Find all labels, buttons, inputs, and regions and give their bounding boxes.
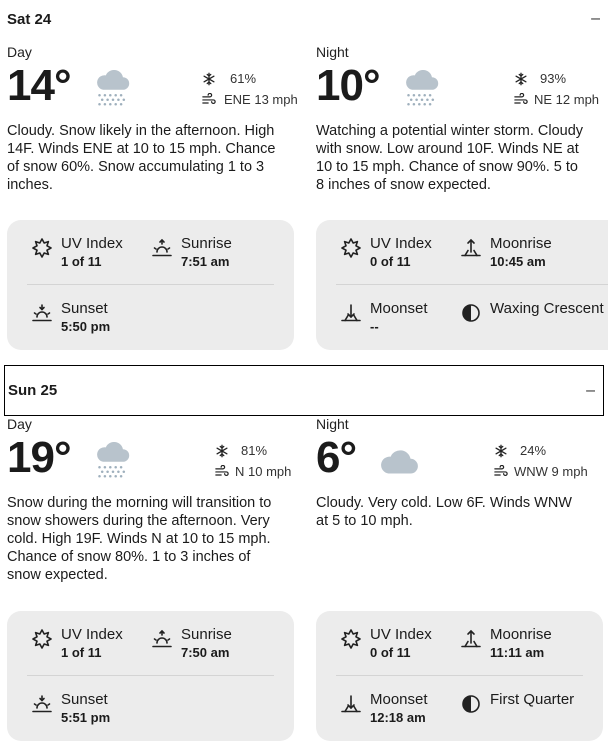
temperature: 19° [7, 433, 71, 482]
wind: N 10 mph [215, 461, 307, 482]
uv-index: UV Index 0 of 11 [340, 626, 432, 662]
day-title: Sun 25 [8, 382, 58, 399]
snow-cloud-icon [95, 442, 131, 478]
half-moon-icon [460, 302, 482, 324]
uv-index: UV Index 0 of 11 [340, 235, 432, 271]
half-moon-icon [460, 693, 482, 715]
collapse-icon[interactable]: – [586, 381, 595, 399]
divider [27, 675, 274, 676]
uv-icon [340, 628, 362, 650]
wind-icon [202, 93, 216, 106]
moon-phase: First Quarter [460, 691, 574, 715]
wind: ENE 13 mph [202, 89, 307, 110]
period-label: Day [7, 44, 32, 60]
wind-icon [215, 465, 229, 478]
day-title: Sat 24 [7, 10, 52, 28]
snowflake-icon [494, 444, 508, 458]
uv-icon [31, 628, 53, 650]
period-label: Night [316, 44, 349, 60]
moonrise: Moonrise 10:45 am [460, 235, 552, 271]
snowflake-icon [514, 72, 528, 86]
sunrise-icon [151, 237, 173, 259]
sunrise-icon [151, 628, 173, 650]
divider [336, 675, 583, 676]
wind-icon [514, 93, 528, 106]
divider [336, 284, 608, 285]
wind: NE 12 mph [514, 89, 606, 110]
day-details-card [7, 220, 294, 350]
night-details-card [316, 611, 603, 741]
snowflake-icon [202, 72, 216, 86]
sunrise: Sunrise 7:50 am [151, 626, 232, 662]
night-forecast [316, 416, 606, 530]
period-label: Day [7, 416, 32, 432]
sunrise: Sunrise 7:51 am [151, 235, 232, 271]
forecast-description: Watching a potential winter storm. Cloudy with snow. Low around 10F. Winds NE at 10 to 15 mph. Chance of snow 90%. 5 to 8 inches of snow expected. [316, 123, 584, 193]
moonset-icon [340, 693, 362, 715]
uv-index: UV Index 1 of 11 [31, 626, 123, 662]
moonset: Moonset 12:18 am [340, 691, 428, 727]
temperature: 10° [316, 61, 380, 110]
snow-cloud-icon [404, 70, 440, 106]
sunset-icon [31, 302, 53, 324]
moonrise-icon [460, 628, 482, 650]
day-header-sat[interactable] [0, 2, 608, 36]
wind-icon [494, 465, 508, 478]
period-label: Night [316, 416, 349, 432]
temperature: 6° [316, 433, 357, 482]
forecast-description: Snow during the morning will transition to snow showers during the afternoon. Very cold. High 19F. Winds N at 10 to 15 mph. Chance of snow 80%. 1 to 3 inches of snow expected. [7, 495, 272, 583]
moonset-icon [340, 302, 362, 324]
moon-phase: Waxing Crescent [460, 300, 604, 324]
forecast-description: Cloudy. Snow likely in the afternoon. High 14F. Winds ENE at 10 to 15 mph. Chance of snow 60%. Snow accumulating 1 to 3 inches. [7, 123, 276, 193]
uv-icon [31, 237, 53, 259]
sunset: Sunset 5:50 pm [31, 300, 110, 336]
forecast-description: Cloudy. Very cold. Low 6F. Winds WNW at 5 to 10 mph. [316, 495, 572, 529]
night-details-card [316, 220, 608, 350]
day-details-card [7, 611, 294, 741]
night-forecast [316, 44, 606, 194]
precip-chance: 24% [494, 440, 606, 461]
moonrise: Moonrise 11:11 am [460, 626, 552, 662]
uv-icon [340, 237, 362, 259]
day-header-sun[interactable] [4, 365, 604, 416]
moonrise-icon [460, 237, 482, 259]
precip-chance: 81% [215, 440, 307, 461]
snow-cloud-icon [95, 70, 131, 106]
sunset-icon [31, 693, 53, 715]
cloudy-icon [378, 448, 420, 478]
wind: WNW 9 mph [494, 461, 606, 482]
divider [27, 284, 274, 285]
moonset: Moonset -- [340, 300, 428, 336]
precip-chance: 61% [202, 68, 307, 89]
precip-chance: 93% [514, 68, 606, 89]
temperature: 14° [7, 61, 71, 110]
collapse-icon[interactable]: – [591, 10, 600, 27]
day-forecast [7, 416, 307, 584]
uv-index: UV Index 1 of 11 [31, 235, 123, 271]
sunset: Sunset 5:51 pm [31, 691, 110, 727]
day-forecast [7, 44, 307, 194]
snowflake-icon [215, 444, 229, 458]
